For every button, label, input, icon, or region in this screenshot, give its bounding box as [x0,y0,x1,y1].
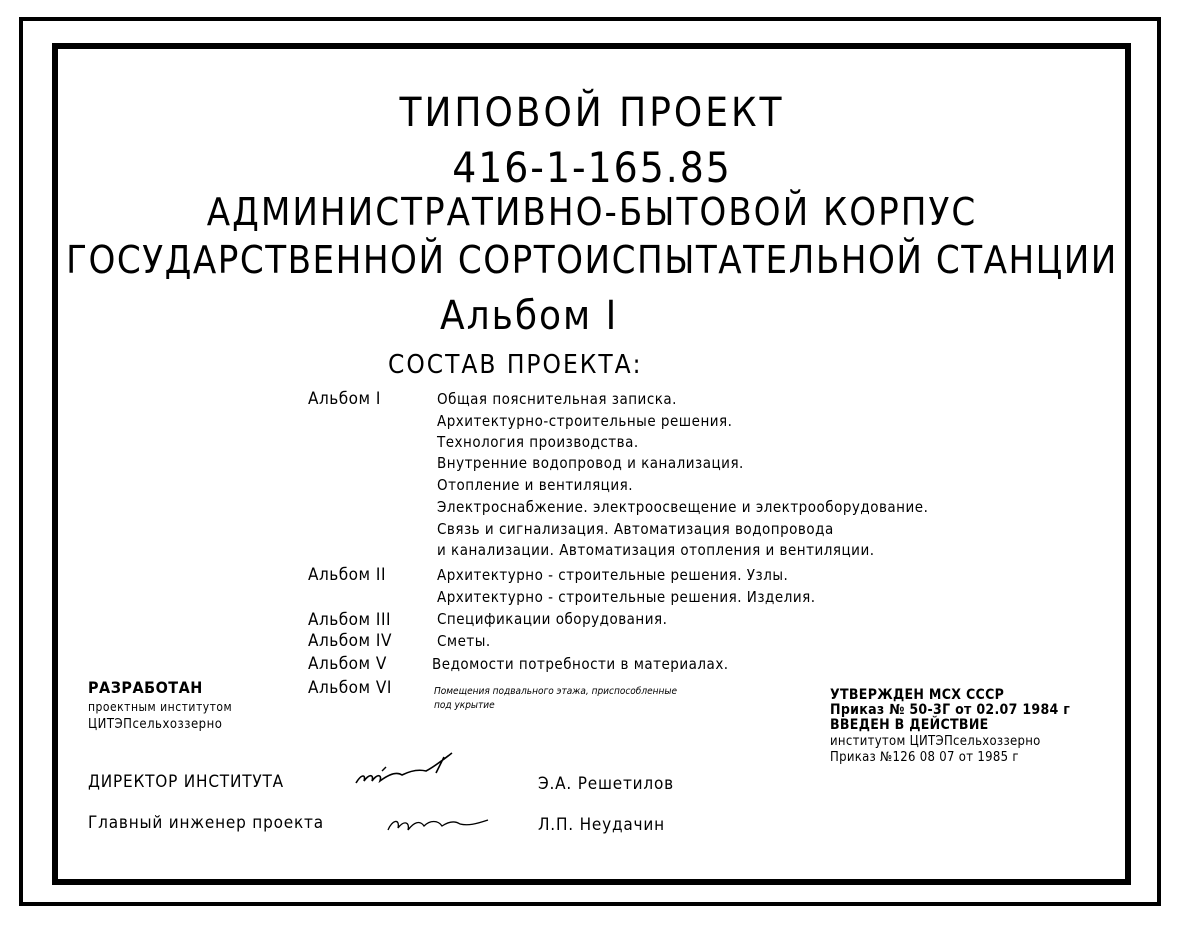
album-4-label: Альбом IV [308,631,392,651]
album-2-item: Архитектурно - строительные решения. Узлы. [437,566,789,584]
album-1-item: Электроснабжение. электроосвещение и электрооборудование. [437,498,929,516]
album-1-item: и канализации. Автоматизация отопления и вентиляции. [437,541,875,559]
station-name: ГОСУДАРСТВЕННОЙ СОРТОИСПЫТАТЕЛЬНОЙ СТАНЦИИ [66,238,1118,282]
album-1-item: Общая пояснительная записка. [437,390,677,408]
approval-line: Приказ № 50-3Г от 02.07 1984 г [830,702,1071,718]
developer-heading: РАЗРАБОТАН [88,678,203,697]
chief-engineer-role: Главный инженер проекта [88,813,324,833]
album-3-item: Спецификации оборудования. [437,610,668,628]
album-5-item: Ведомости потребности в материалах. [432,655,729,673]
album-3-label: Альбом III [308,610,391,630]
album-2-item: Архитектурно - строительные решения. Изделия. [437,588,816,606]
approval-line: ВВЕДЕН В ДЕЙСТВИЕ [830,717,989,733]
composition-heading: СОСТАВ ПРОЕКТА: [388,350,643,380]
album-1-item: Технология производства. [437,433,639,451]
album-title: Альбом I [440,293,619,339]
album-5-label: Альбом V [308,654,387,674]
project-number: 416-1-165.85 [452,143,732,192]
director-signature-image [352,745,462,790]
chief-engineer-signature-image [384,808,494,838]
album-4-item: Сметы. [437,632,491,650]
building-name: АДМИНИСТРАТИВНО-БЫТОВОЙ КОРПУС [206,190,978,234]
album-1-item: Внутренние водопровод и канализация. [437,454,744,472]
developer-line: проектным институтом [88,700,233,714]
approval-line: Приказ №126 08 07 от 1985 г [830,750,1019,765]
developer-institute: ЦИТЭПсельхоззерно [88,717,223,732]
project-type-title: ТИПОВОЙ ПРОЕКТ [399,90,785,136]
approval-line: УТВЕРЖДЕН МСХ СССР [830,687,1005,703]
approval-line: институтом ЦИТЭПсельхоззерно [830,734,1041,749]
album-1-item: Связь и сигнализация. Автоматизация водопровода [437,520,834,538]
album-6-item: под укрытие [434,700,495,711]
chief-engineer-name: Л.П. Неудачин [538,815,665,835]
album-1-item: Отопление и вентиляция. [437,476,634,494]
director-name: Э.А. Решетилов [538,774,674,794]
album-1-item: Архитектурно-строительные решения. [437,412,733,430]
album-2-label: Альбом II [308,565,386,585]
album-1-label: Альбом I [308,389,381,409]
director-role: ДИРЕКТОР ИНСТИТУТА [88,772,284,792]
album-6-label: Альбом VI [308,678,392,698]
album-6-item: Помещения подвального этажа, приспособленные [434,686,678,697]
